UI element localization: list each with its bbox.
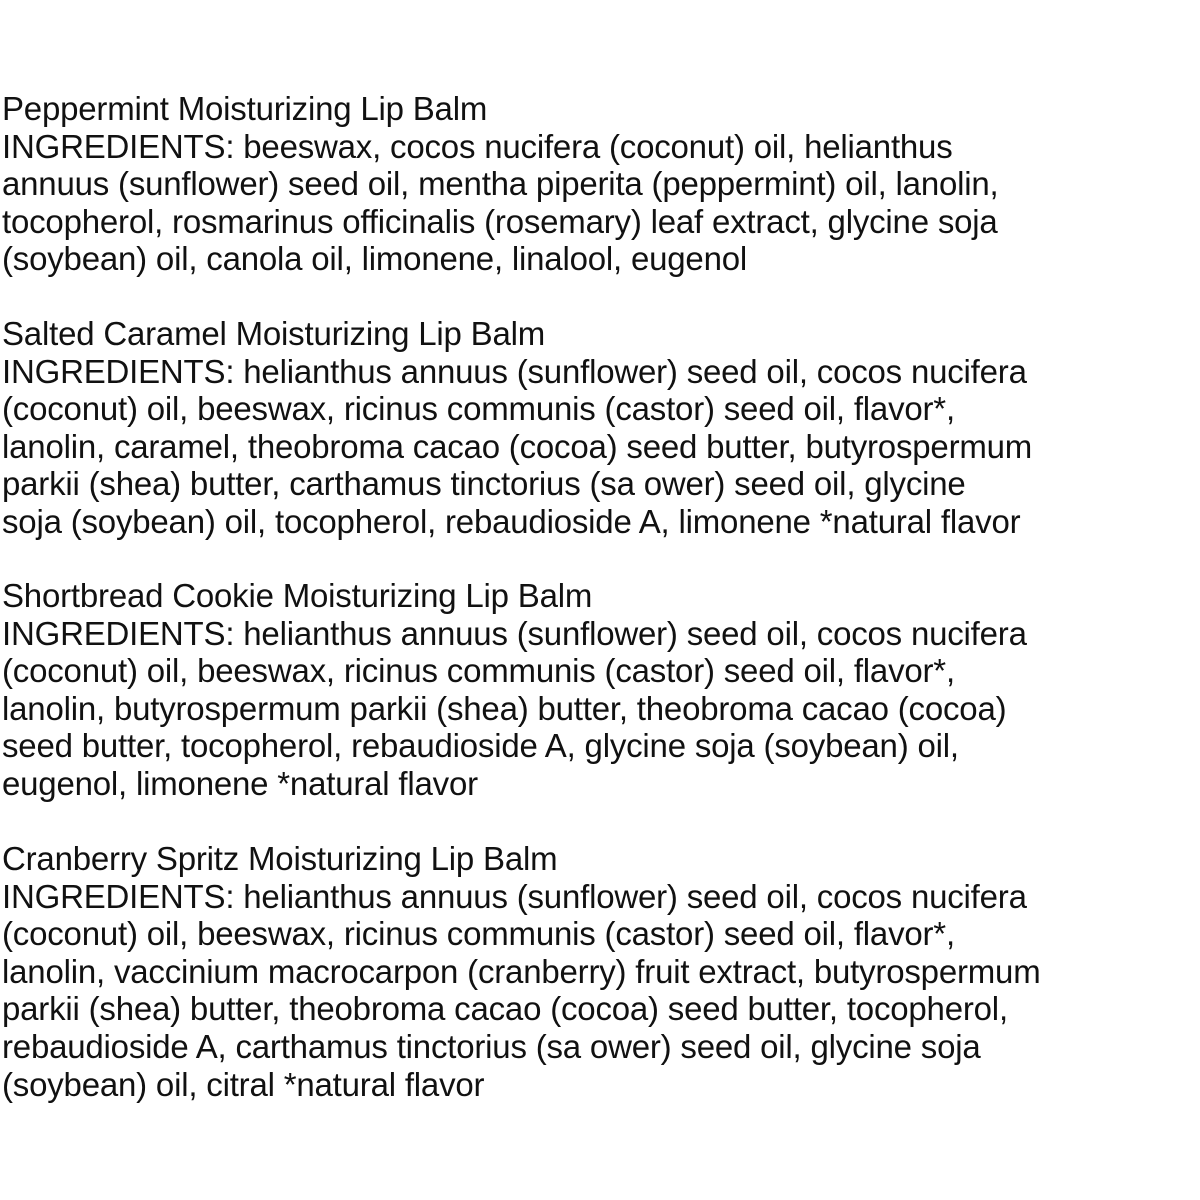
- ingredients-line: lanolin, vaccinium macrocarpon (cranberry) fruit extract, butyrospermum: [2, 952, 1041, 990]
- ingredients-line: eugenol, limonene *natural flavor: [2, 764, 478, 802]
- ingredients-line: parkii (shea) butter, theobroma cacao (cocoa) seed butter, tocopherol,: [2, 990, 1008, 1028]
- ingredients-line: lanolin, caramel, theobroma cacao (cocoa) seed butter, butyrospermum: [2, 427, 1033, 465]
- ingredients-line: soja (soybean) oil, tocopherol, rebaudioside A, limonene *natural flavor: [2, 502, 1021, 540]
- ingredients-line: INGREDIENTS: helianthus annuus (sunflower) seed oil, cocos nucifera: [2, 352, 1027, 390]
- product-title: Cranberry Spritz Moisturizing Lip Balm: [2, 840, 558, 877]
- ingredients-line: parkii (shea) butter, carthamus tinctorius (sa ower) seed oil, glycine: [2, 465, 966, 503]
- ingredients-line: annuus (sunflower) seed oil, mentha piperita (peppermint) oil, lanolin,: [2, 165, 999, 203]
- ingredients-line: (soybean) oil, citral *natural flavor: [2, 1065, 485, 1103]
- product-title: Peppermint Moisturizing Lip Balm: [2, 90, 488, 127]
- product-title: Salted Caramel Moisturizing Lip Balm: [2, 315, 546, 352]
- ingredients-line: rebaudioside A, carthamus tinctorius (sa ower) seed oil, glycine soja: [2, 1027, 981, 1065]
- product-peppermint: [2, 90, 1198, 278]
- ingredients-line: (coconut) oil, beeswax, ricinus communis (castor) seed oil, flavor*,: [2, 915, 955, 953]
- ingredients-line: (coconut) oil, beeswax, ricinus communis (castor) seed oil, flavor*,: [2, 652, 955, 690]
- ingredients-line: tocopherol, rosmarinus officinalis (rosemary) leaf extract, glycine soja: [2, 202, 998, 240]
- ingredients-line: INGREDIENTS: helianthus annuus (sunflower) seed oil, cocos nucifera: [2, 614, 1027, 652]
- ingredients-line: INGREDIENTS: beeswax, cocos nucifera (coconut) oil, helianthus: [2, 127, 953, 165]
- ingredients-line: (coconut) oil, beeswax, ricinus communis (castor) seed oil, flavor*,: [2, 390, 955, 428]
- ingredients-line: INGREDIENTS: helianthus annuus (sunflower) seed oil, cocos nucifera: [2, 877, 1027, 915]
- product-shortbread-cookie: [2, 577, 1198, 803]
- product-salted-caramel: [2, 315, 1198, 541]
- product-cranberry-spritz: [2, 840, 1198, 1103]
- ingredients-line: lanolin, butyrospermum parkii (shea) butter, theobroma cacao (cocoa): [2, 689, 1007, 727]
- ingredients-line: seed butter, tocopherol, rebaudioside A, glycine soja (soybean) oil,: [2, 727, 959, 765]
- product-title: Shortbread Cookie Moisturizing Lip Balm: [2, 577, 593, 614]
- ingredients-line: (soybean) oil, canola oil, limonene, linalool, eugenol: [2, 240, 748, 278]
